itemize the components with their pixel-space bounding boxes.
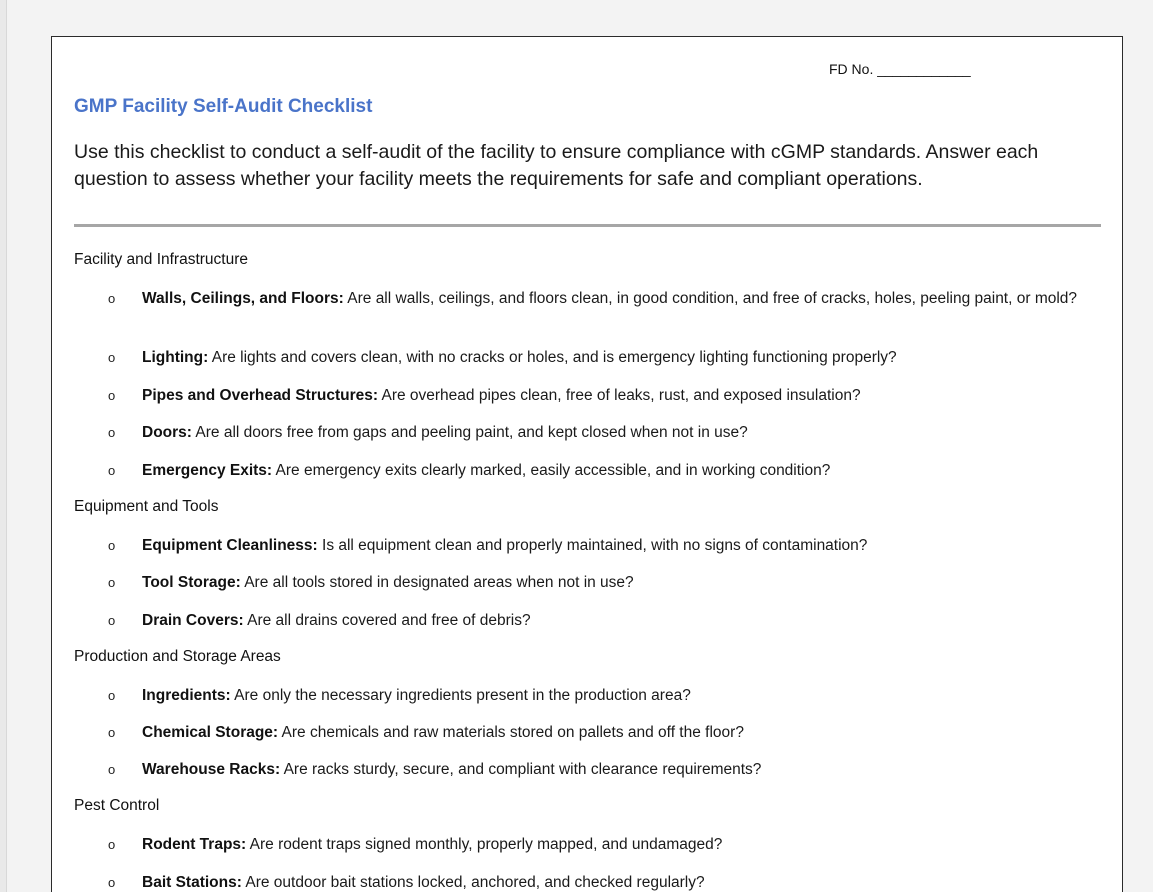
checklist-item (108, 571, 1088, 594)
section-heading-pest-control: Pest Control (74, 797, 160, 814)
item-label: Drain Covers: (142, 612, 244, 629)
checklist-item (108, 384, 1088, 407)
checklist-item (108, 534, 1088, 557)
bullet-icon: o (108, 875, 116, 890)
item-label: Equipment Cleanliness: (142, 537, 318, 554)
item-label: Walls, Ceilings, and Floors: (142, 290, 344, 307)
item-question: Are outdoor bait stations locked, anchored, and checked regularly? (241, 874, 705, 891)
checklist-item (108, 459, 1088, 482)
item-question: Are only the necessary ingredients present in the production area? (230, 687, 691, 704)
item-question: Are lights and covers clean, with no cracks or holes, and is emergency lighting functioning properly? (208, 349, 897, 366)
item-question: Are overhead pipes clean, free of leaks, rust, and exposed insulation? (378, 387, 861, 404)
section-heading-facility: Facility and Infrastructure (74, 251, 249, 268)
bullet-icon: o (108, 725, 116, 740)
bullet-icon: o (108, 837, 116, 852)
item-label: Warehouse Racks: (142, 761, 281, 778)
item-label: Pipes and Overhead Structures: (142, 387, 379, 404)
item-label: Bait Stations: (142, 874, 242, 891)
checklist-item (108, 684, 1088, 707)
item-label: Rodent Traps: (142, 836, 247, 853)
item-question: Are all walls, ceilings, and floors clean, in good condition, and free of cracks, holes, peeling paint, or mold? (343, 290, 1078, 307)
document-intro: Use this checklist to conduct a self-audit of the facility to ensure compliance with cGMP standards. Answer each question to assess whether your facility meets the requirements for safe and compliant operations. (74, 141, 1039, 190)
document-page (51, 36, 1123, 892)
checklist-item (108, 871, 1088, 892)
checklist-item (108, 609, 1088, 632)
bullet-icon: o (108, 388, 116, 403)
item-label: Doors: (142, 424, 192, 441)
bullet-icon: o (108, 350, 116, 365)
item-label: Emergency Exits: (142, 462, 273, 479)
item-question: Are chemicals and raw materials stored on pallets and off the floor? (278, 724, 744, 741)
bullet-icon: o (108, 538, 116, 553)
viewer-scroll-gutter (0, 0, 7, 892)
item-label: Tool Storage: (142, 574, 241, 591)
item-question: Are rodent traps signed monthly, properly mapped, and undamaged? (246, 836, 723, 853)
section-heading-production: Production and Storage Areas (74, 648, 281, 665)
checklist-item (108, 421, 1088, 444)
horizontal-divider (74, 224, 1101, 227)
bullet-icon: o (108, 762, 116, 777)
bullet-icon: o (108, 688, 116, 703)
checklist-item (108, 287, 1088, 310)
checklist-item (108, 833, 1088, 856)
item-label: Ingredients: (142, 687, 231, 704)
item-label: Lighting: (142, 349, 209, 366)
bullet-icon: o (108, 425, 116, 440)
section-heading-equipment: Equipment and Tools (74, 498, 219, 515)
fd-number-field: FD No. ____________ (829, 61, 971, 77)
checklist-item (108, 721, 1088, 744)
item-label: Chemical Storage: (142, 724, 279, 741)
document-title: GMP Facility Self-Audit Checklist (74, 96, 373, 117)
bullet-icon: o (108, 291, 116, 306)
item-question: Are emergency exits clearly marked, easily accessible, and in working condition? (272, 462, 831, 479)
bullet-icon: o (108, 613, 116, 628)
item-question: Are racks sturdy, secure, and compliant with clearance requirements? (280, 761, 762, 778)
item-question: Is all equipment clean and properly maintained, with no signs of contamination? (317, 537, 868, 554)
checklist-item (108, 346, 1088, 369)
item-question: Are all tools stored in designated areas when not in use? (240, 574, 634, 591)
bullet-icon: o (108, 575, 116, 590)
bullet-icon: o (108, 463, 116, 478)
item-question: Are all drains covered and free of debris? (243, 612, 531, 629)
checklist-item (108, 758, 1088, 781)
item-question: Are all doors free from gaps and peeling paint, and kept closed when not in use? (191, 424, 748, 441)
